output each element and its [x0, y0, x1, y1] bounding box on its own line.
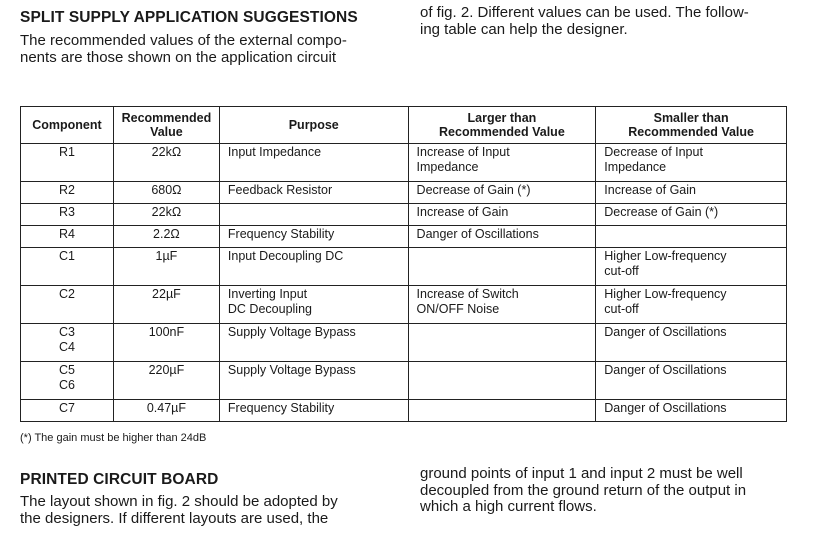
cell-larger-effect: [408, 248, 596, 286]
cell-component: C1: [21, 248, 114, 286]
header-smaller-than: Smaller than Recommended Value: [596, 107, 787, 144]
header-recommended-value: Recommended Value: [113, 107, 219, 144]
cell-component: C2: [21, 286, 114, 324]
text-line: which a high current flows.: [420, 498, 597, 515]
cell-value: 22µF: [113, 286, 219, 324]
cell-purpose: Frequency Stability: [219, 400, 408, 422]
table-row: [21, 182, 787, 204]
table-row: [21, 226, 787, 248]
section-heading-split-supply: SPLIT SUPPLY APPLICATION SUGGESTIONS: [20, 9, 358, 26]
header-purpose: Purpose: [219, 107, 408, 144]
text-line: of fig. 2. Different values can be used. The follow-: [420, 4, 749, 21]
table-row: [21, 248, 787, 286]
cell-smaller-effect: Decrease of Gain (*): [596, 204, 787, 226]
cell-value: 2.2Ω: [113, 226, 219, 248]
cell-purpose: Input Decoupling DC: [219, 248, 408, 286]
table-row: [21, 400, 787, 422]
section-heading-pcb: PRINTED CIRCUIT BOARD: [20, 471, 219, 488]
pcb-paragraph-left: [20, 494, 338, 527]
cell-larger-effect: Increase of Switch ON/OFF Noise: [408, 286, 596, 324]
cell-purpose: Feedback Resistor: [219, 182, 408, 204]
cell-component: R4: [21, 226, 114, 248]
text-line: the designers. If different layouts are used, the: [20, 509, 329, 527]
cell-purpose: Inverting Input DC Decoupling: [219, 286, 408, 324]
cell-purpose: Supply Voltage Bypass: [219, 362, 408, 400]
cell-value: 220µF: [113, 362, 219, 400]
cell-smaller-effect: Increase of Gain: [596, 182, 787, 204]
table-body: [21, 144, 787, 422]
cell-larger-effect: Increase of Input Impedance: [408, 144, 596, 182]
cell-value: 680Ω: [113, 182, 219, 204]
header-component: Component: [21, 107, 114, 144]
text-line: ground points of input 1 and input 2 must be well: [420, 465, 743, 482]
intro-paragraph-right: [420, 5, 749, 38]
cell-value: 22kΩ: [113, 144, 219, 182]
table-footnote: (*) The gain must be higher than 24dB: [20, 432, 207, 444]
cell-purpose: [219, 204, 408, 226]
text-line: The recommended values of the external compo-: [20, 32, 347, 49]
cell-purpose: Supply Voltage Bypass: [219, 324, 408, 362]
cell-smaller-effect: Higher Low-frequency cut-off: [596, 248, 787, 286]
table-row: [21, 324, 787, 362]
cell-component: C7: [21, 400, 114, 422]
cell-component: R3: [21, 204, 114, 226]
cell-smaller-effect: Higher Low-frequency cut-off: [596, 286, 787, 324]
header-larger-than: Larger than Recommended Value: [408, 107, 596, 144]
cell-larger-effect: Danger of Oscillations: [408, 226, 596, 248]
table-row: [21, 144, 787, 182]
cell-larger-effect: Increase of Gain: [408, 204, 596, 226]
cell-smaller-effect: Danger of Oscillations: [596, 400, 787, 422]
cell-component: C5 C6: [21, 362, 114, 400]
cell-larger-effect: Decrease of Gain (*): [408, 182, 596, 204]
text-line: decoupled from the ground return of the output in: [420, 481, 747, 499]
cell-component: R1: [21, 144, 114, 182]
cell-purpose: Frequency Stability: [219, 226, 408, 248]
cell-larger-effect: [408, 400, 596, 422]
cell-purpose: Input Impedance: [219, 144, 408, 182]
cell-component: R2: [21, 182, 114, 204]
cell-smaller-effect: Decrease of Input Impedance: [596, 144, 787, 182]
cell-larger-effect: [408, 362, 596, 400]
cell-smaller-effect: Danger of Oscillations: [596, 324, 787, 362]
intro-paragraph-left: [20, 33, 347, 66]
table-row: [21, 286, 787, 324]
text-line: The layout shown in fig. 2 should be adopted by: [20, 493, 338, 510]
text-line: ing table can help the designer.: [420, 20, 628, 38]
cell-smaller-effect: Danger of Oscillations: [596, 362, 787, 400]
text-line: nents are those shown on the application circuit: [20, 48, 337, 66]
table-row: [21, 204, 787, 226]
cell-value: 0.47µF: [113, 400, 219, 422]
cell-smaller-effect: [596, 226, 787, 248]
cell-component: C3 C4: [21, 324, 114, 362]
table-row: [21, 362, 787, 400]
pcb-paragraph-right: [420, 466, 746, 516]
table-header-row: [21, 107, 787, 144]
component-table: [20, 106, 787, 422]
cell-value: 1µF: [113, 248, 219, 286]
cell-value: 22kΩ: [113, 204, 219, 226]
cell-value: 100nF: [113, 324, 219, 362]
cell-larger-effect: [408, 324, 596, 362]
